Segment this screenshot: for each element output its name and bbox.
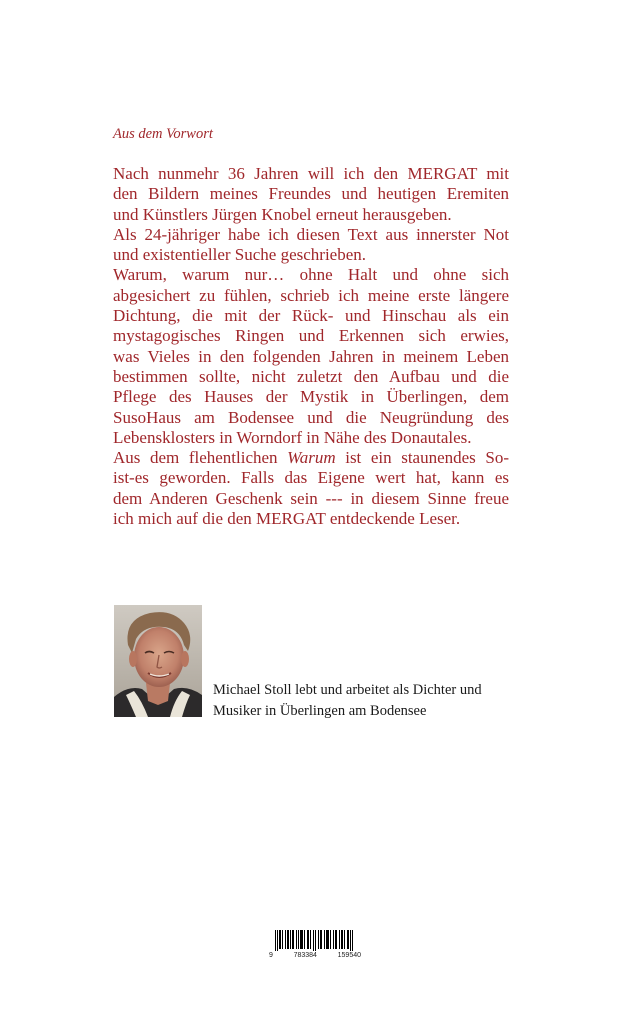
foreword-line: Warum, warum nur… ohne Halt und ohne sich — [113, 265, 509, 285]
foreword-line: Pflege des Hauses der Mystik in Überlingen, dem — [113, 387, 509, 407]
isbn-prefix: 9 — [269, 952, 273, 959]
barcode-bars — [269, 930, 361, 952]
author-bio-line: Musiker in Überlingen am Bodensee — [213, 703, 427, 719]
foreword-line: abgesichert zu fühlen, schrieb ich meine erste längere — [113, 285, 509, 305]
isbn-digits — [269, 951, 361, 960]
foreword-emphasis-warum: Warum — [287, 448, 336, 468]
author-bio — [213, 680, 513, 722]
foreword-text — [113, 164, 509, 529]
foreword-line: Nach nunmehr 36 Jahren will ich den MERGAT mit — [113, 164, 509, 183]
foreword-line: ich mich auf die den MERGAT entdeckende Leser. — [113, 509, 461, 529]
isbn-group-1: 783384 — [293, 952, 317, 959]
foreword-line: Als 24-jähriger habe ich diesen Text aus innerster Not — [113, 224, 509, 244]
foreword-line-part: Aus dem flehentlichen — [113, 448, 288, 468]
foreword-line: den Bildern meines Freundes und heutigen Eremiten — [113, 184, 509, 204]
isbn-group-2: 159540 — [337, 952, 361, 959]
foreword-heading: Aus dem Vorwort — [113, 126, 213, 142]
foreword-line: Dichtung, die mit der Rück- und Hinschau als ein — [113, 306, 509, 326]
foreword-line: was Vieles in den folgenden Jahren in meinem Leben — [113, 346, 509, 366]
foreword-line: und existentieller Suche geschrieben. — [113, 245, 367, 265]
author-photo — [114, 605, 202, 717]
foreword-line: mystagogisches Ringen und Erkennen sich erwies, — [113, 326, 509, 346]
foreword-line: SusoHaus am Bodensee und die Neugründung des — [113, 407, 509, 427]
foreword-line-part: ist ein staunendes So- — [335, 448, 509, 468]
foreword-line: Lebensklosters in Worndorf in Nähe des Donautales. — [113, 427, 472, 447]
foreword-line: und Künstlers Jürgen Knobel erneut herausgeben. — [113, 204, 452, 224]
foreword-line: bestimmen sollte, nicht zuletzt den Aufbau und die — [113, 366, 509, 386]
author-bio-line: Michael Stoll lebt und arbeitet als Dichter und — [213, 682, 482, 698]
foreword-line — [113, 448, 509, 468]
foreword-line: dem Anderen Geschenk sein --- in diesem Sinne freue — [113, 488, 509, 508]
foreword-line: ist-es geworden. Falls das Eigene wert hat, kann es — [113, 468, 509, 488]
